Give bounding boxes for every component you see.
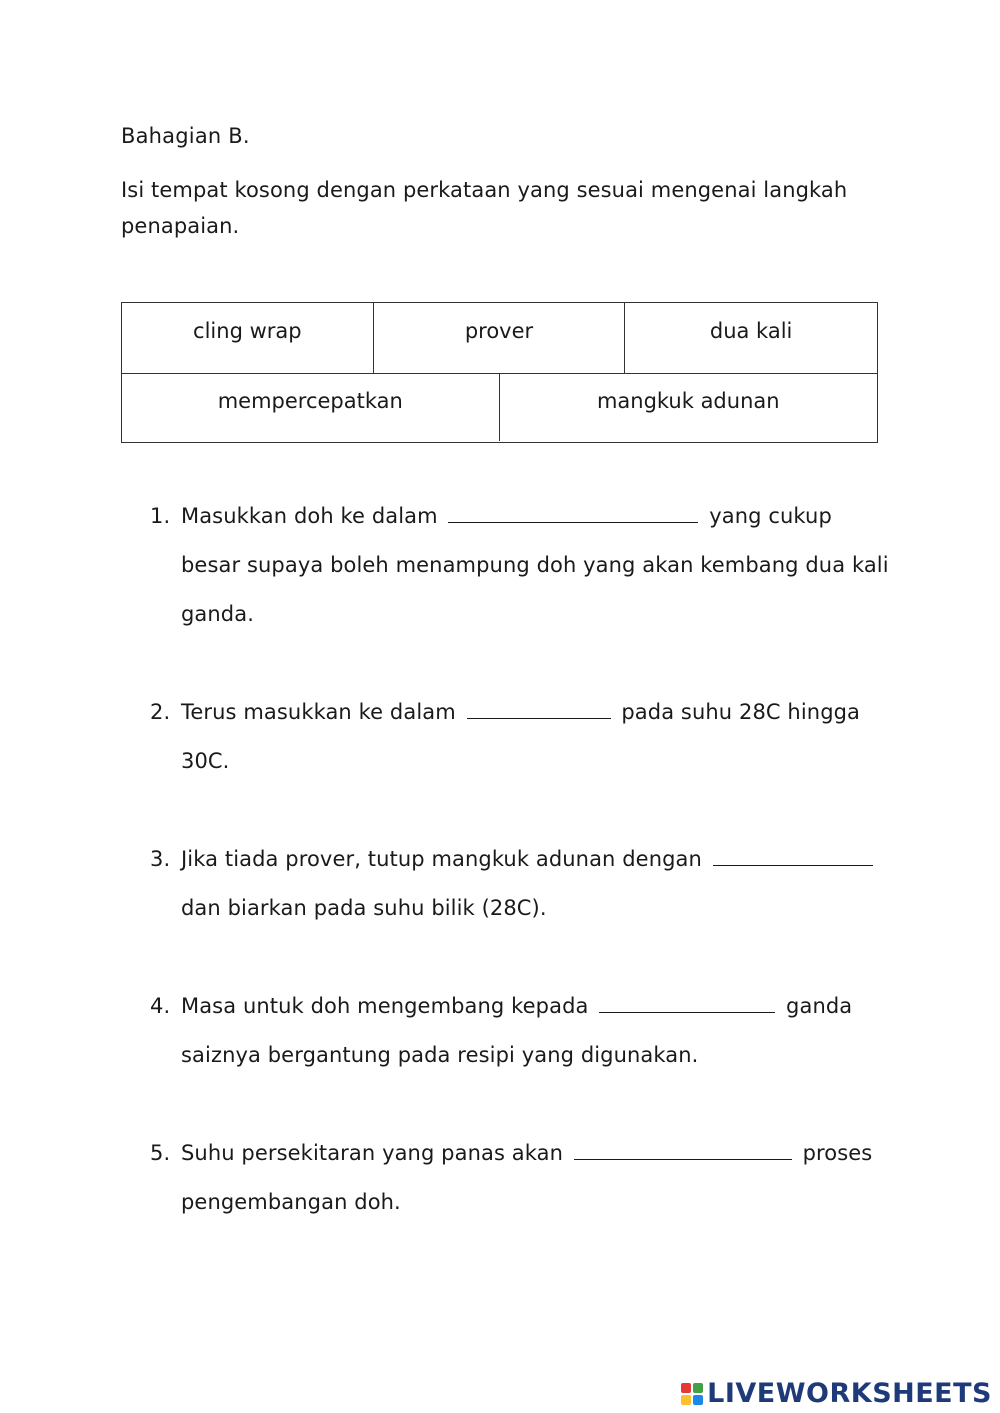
question-text-after: dan biarkan pada suhu bilik (28C). bbox=[181, 896, 547, 920]
question-text-before: Suhu persekitaran yang panas akan bbox=[181, 1141, 564, 1165]
word-bank-row bbox=[122, 303, 877, 374]
question-item bbox=[150, 835, 890, 933]
question-item bbox=[150, 688, 890, 786]
question-text-before: Jika tiada prover, tutup mangkuk adunan dengan bbox=[181, 847, 702, 871]
logo-block bbox=[693, 1383, 703, 1393]
question-text-after: proses pengembangan doh. bbox=[181, 1141, 873, 1214]
logo-block bbox=[681, 1383, 691, 1393]
answer-blank-input[interactable] bbox=[467, 700, 611, 719]
question-number: 3. bbox=[150, 847, 171, 871]
logo-block bbox=[681, 1395, 691, 1405]
logo-block bbox=[693, 1395, 703, 1405]
liveworksheets-logo bbox=[681, 1378, 992, 1409]
word-bank-cell: prover bbox=[374, 303, 626, 373]
question-text-before: Masukkan doh ke dalam bbox=[181, 504, 438, 528]
question-list bbox=[150, 492, 890, 1276]
answer-blank-input[interactable] bbox=[574, 1141, 792, 1160]
question-number: 5. bbox=[150, 1141, 171, 1165]
answer-blank-input[interactable] bbox=[713, 847, 873, 866]
word-bank-cell: mempercepatkan bbox=[122, 373, 500, 441]
question-text-after: ganda saiznya bergantung pada resipi yang digunakan. bbox=[181, 994, 853, 1067]
question-item bbox=[150, 492, 890, 639]
question-item bbox=[150, 1129, 890, 1227]
question-text-before: Terus masukkan ke dalam bbox=[181, 700, 456, 724]
question-number: 1. bbox=[150, 504, 171, 528]
word-bank-cell: mangkuk adunan bbox=[596, 389, 780, 413]
answer-blank-input[interactable] bbox=[448, 504, 698, 523]
word-bank-table bbox=[121, 302, 878, 443]
word-bank-row bbox=[122, 373, 877, 441]
answer-blank-input[interactable] bbox=[599, 994, 775, 1013]
question-number: 2. bbox=[150, 700, 171, 724]
question-number: 4. bbox=[150, 994, 171, 1018]
logo-blocks-icon bbox=[681, 1383, 703, 1405]
word-bank-cell: dua kali bbox=[709, 319, 793, 343]
word-bank-cell: cling wrap bbox=[122, 303, 374, 373]
instruction-text: Isi tempat kosong dengan perkataan yang sesuai mengenai langkah penapaian. bbox=[121, 178, 848, 238]
section-title: Bahagian B. bbox=[121, 124, 250, 148]
question-text-after: pada suhu 28C hingga 30C. bbox=[181, 700, 861, 773]
logo-text: LIVEWORKSHEETS bbox=[707, 1378, 992, 1409]
question-text-after: yang cukup besar supaya boleh menampung doh yang akan kembang dua kali ganda. bbox=[181, 504, 889, 626]
question-item bbox=[150, 982, 890, 1080]
question-text-before: Masa untuk doh mengembang kepada bbox=[181, 994, 589, 1018]
